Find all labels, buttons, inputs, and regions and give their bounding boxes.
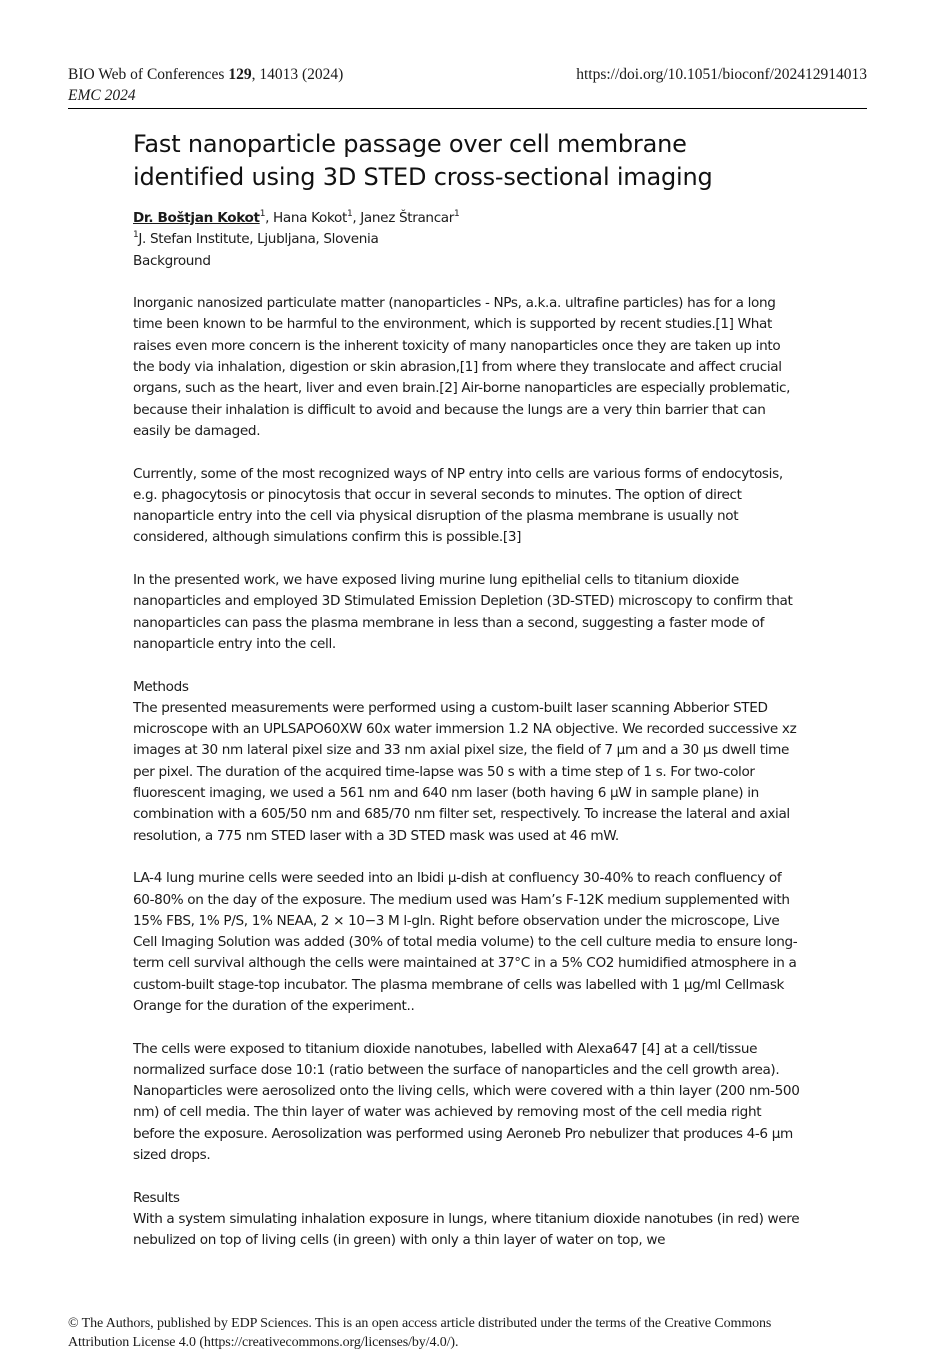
- article-number: , 14013 (2024): [251, 66, 344, 83]
- paragraph: Currently, some of the most recognized ways of NP entry into cells are various forms of endocytosis, e.g. phagocytosis or pinocytosis that occur in several seconds to minutes. The option of direct nanoparticle entry into the cell via physical disruption of the plasma membrane is usually not considered, although simulations confirm this is possible.[3]: [133, 465, 783, 546]
- journal-volume: 129: [228, 66, 252, 83]
- page-header: [68, 64, 867, 106]
- conference-name: EMC 2024: [68, 87, 136, 104]
- background-section: [133, 293, 803, 1251]
- author-name: , Hana Kokot: [265, 210, 347, 226]
- main-author: Dr. Boštjan Kokot: [133, 210, 260, 226]
- affiliation-text: J. Stefan Institute, Ljubljana, Slovenia: [138, 231, 379, 248]
- author-name: , Janez Štrancar: [352, 210, 455, 226]
- article-body: [133, 128, 803, 1252]
- section-heading-background: Background: [133, 252, 211, 269]
- article-title: [133, 128, 803, 194]
- journal-name: BIO Web of Conferences: [68, 66, 229, 83]
- header-divider: [68, 108, 867, 109]
- affiliation-ref: 1: [454, 209, 460, 219]
- article-meta: [133, 208, 803, 272]
- license-line-2: Attribution License 4.0 (https://creativecommons.org/licenses/by/4.0/).: [68, 1335, 459, 1350]
- paragraph: The presented measurements were performed using a custom-built laser scanning Abberior STED microscope with an UPLSAPO60XW 60x water immersion 1.2 NA objective. We recorded successive xz images at 30 nm lateral pixel size and 33 nm axial pixel size, the field of 7 µm and a 30 µs dwell time per pixel. The duration of the acquired time-lapse was 50 s with a time step of 1 s. For two-color fluorescent imaging, we used a 561 nm and 640 nm laser (both having 6 µW in sample plane) in combination with a 605/50 nm and 685/70 nm filter set, respectively. To increase the lateral and axial resolution, a 775 nm STED laser with a 3D STED mask was used at 46 mW.: [133, 699, 797, 844]
- paragraph: Inorganic nanosized particulate matter (nanoparticles - NPs, a.k.a. ultrafine particles) has for a long time been known to be harmful to the environment, which is supported by recent studies.[1] What raises even more concern is the inherent toxicity of many nanoparticles once they are taken up into the body via inhalation, digestion or skin abrasion,[1] from where they translocate and affect crucial organs, such as the heart, liver and even brain.[2] Air-borne nanoparticles are especially problematic, because their inhalation is difficult to avoid and because the lungs are a very thin barrier that can easily be damaged.: [133, 295, 791, 439]
- paragraph: The cells were exposed to titanium dioxide nanotubes, labelled with Alexa647 [4] at a cell/tissue normalized surface dose 10:1 (ratio between the surface of nanoparticles and the cell growth area). Nanoparticles were aerosolized onto the living cells, which were covered with a thin layer (200 nm-500 nm) of cell media. The thin layer of water was achieved by removing most of the cell media right before the exposure. Aerosolization was performed using Aeroneb Pro nebulizer that produces 4-6 µm sized drops.: [133, 1040, 800, 1164]
- section-heading-methods: Methods: [133, 678, 189, 695]
- doi-link[interactable]: https://doi.org/10.1051/bioconf/202412914013: [576, 66, 867, 83]
- license-footer: [68, 1314, 867, 1352]
- affiliation-ref: 1: [346, 209, 353, 219]
- affiliation: [133, 229, 803, 250]
- section-heading-results: Results: [133, 1189, 180, 1206]
- paragraph: In the presented work, we have exposed living murine lung epithelial cells to titanium dioxide nanoparticles and employed 3D Stimulated Emission Depletion (3D-STED) microscopy to confirm that nanoparticles can pass the plasma membrane in less than a second, suggesting a faster mode of nanoparticle entry into the cell.: [133, 572, 793, 652]
- affiliation-marker: 1: [133, 230, 139, 241]
- journal-citation: [68, 64, 343, 85]
- affiliation-ref: 1: [259, 209, 266, 219]
- author-list: [133, 208, 803, 229]
- license-line-1: © The Authors, published by EDP Sciences. This is an open access article distributed under the terms of the Creative Commons: [68, 1316, 772, 1331]
- paragraph: With a system simulating inhalation exposure in lungs, where titanium dioxide nanotubes (in red) were nebulized on top of living cells (in green) with only a thin layer of water on top, we: [133, 1210, 800, 1249]
- title-line-1: Fast nanoparticle passage over cell membrane: [133, 130, 687, 158]
- title-line-2: identified using 3D STED cross-sectional imaging: [133, 163, 713, 191]
- paragraph: LA-4 lung murine cells were seeded into an Ibidi µ-dish at confluency 30-40% to reach confluency of 60-80% on the day of the exposure. The medium used was Ham’s F-12K medium supplemented with 15% FBS, 1% P/S, 1% NEAA, 2 × 10−3 M l-gln. Right before observation under the microscope, Live Cell Imaging Solution was added (30% of total media volume) to the cell culture media to ensure long-term cell survival although the cells were maintained at 37°C in a 5% CO2 humidified atmosphere in a custom-built stage-top incubator. The plasma membrane of cells was labelled with 1 µg/ml Cellmask Orange for the duration of the experiment..: [133, 870, 798, 1014]
